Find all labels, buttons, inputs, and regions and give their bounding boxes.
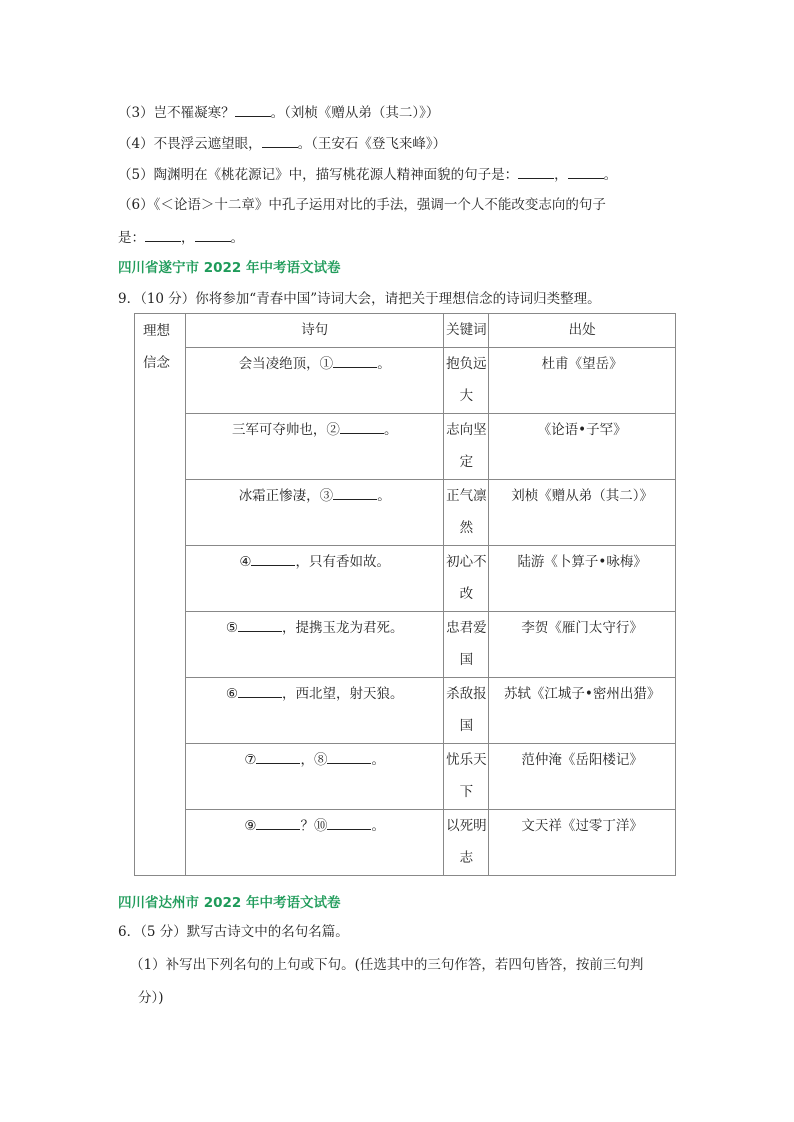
poem-cell: 冰霜正惨凄，③ 。 (185, 480, 443, 546)
keyword-cell: 志向坚 定 (444, 414, 489, 480)
section-title-suining: 四川省遂宁市 2022 年中考语文试卷 (118, 260, 341, 276)
source-cell: 文天祥《过零丁洋》 (489, 810, 676, 876)
section-title-dazhou: 四川省达州市 2022 年中考语文试卷 (118, 895, 341, 911)
answer-blank[interactable] (340, 419, 384, 434)
poem-cell: ④ ，只有香如故。 (185, 546, 443, 612)
question-line-6b: 是： ， 。 (118, 227, 244, 248)
answer-blank[interactable] (262, 133, 298, 148)
keyword-cell: 初心不 改 (444, 546, 489, 612)
question-6-sub1b: 分）) (138, 990, 164, 1006)
keyword-cell: 忠君爱 国 (444, 612, 489, 678)
table-row (135, 678, 676, 744)
question-9: 9．（10 分）你将参加“青春中国”诗词大会，请把关于理想信念的诗词归类整理。 (118, 291, 601, 307)
table-row (135, 744, 676, 810)
source-cell: 《论语•子罕》 (489, 414, 676, 480)
source-cell: 范仲淹《岳阳楼记》 (489, 744, 676, 810)
table-row (135, 480, 676, 546)
table-row (135, 810, 676, 876)
answer-blank[interactable] (568, 164, 604, 179)
keyword-cell: 杀敌报 国 (444, 678, 489, 744)
answer-blank[interactable] (235, 102, 271, 117)
question-line-6a: （6）《＜论语＞十二章》中孔子运用对比的手法，强调一个人不能改变志向的句子 (118, 197, 606, 213)
question-line-3: （3）岂不罹凝寒？ 。（刘桢《赠从弟（其二）》） (118, 102, 439, 123)
answer-blank[interactable] (333, 485, 377, 500)
header-source: 出处 (489, 314, 676, 348)
answer-blank[interactable] (251, 551, 295, 566)
poem-cell: 三军可夺帅也，② 。 (185, 414, 443, 480)
header-keyword: 关键词 (444, 314, 489, 348)
answer-blank[interactable] (256, 749, 300, 764)
row-header-text: 理想信念 (143, 323, 170, 371)
row-header-cell (135, 314, 186, 876)
question-line-4: （4）不畏浮云遮望眼， 。（王安石《登飞来峰》） (118, 133, 446, 154)
answer-blank[interactable] (518, 164, 554, 179)
poem-cell: ⑨ ？⑩ 。 (185, 810, 443, 876)
table-row (135, 414, 676, 480)
table-header-row (135, 314, 676, 348)
keyword-cell: 忧乐天 下 (444, 744, 489, 810)
answer-blank[interactable] (327, 815, 371, 830)
poem-cell: ⑦ ，⑧ 。 (185, 744, 443, 810)
answer-blank[interactable] (327, 749, 371, 764)
question-6: 6．（5 分）默写古诗文中的名句名篇。 (118, 924, 349, 940)
keyword-cell: 以死明 志 (444, 810, 489, 876)
source-cell: 杜甫《望岳》 (489, 348, 676, 414)
poem-cell: ⑤ ，提携玉龙为君死。 (185, 612, 443, 678)
answer-blank[interactable] (145, 227, 181, 242)
keyword-cell: 正气凛 然 (444, 480, 489, 546)
answer-blank[interactable] (195, 227, 231, 242)
question-6-sub1a: （1）补写出下列名句的上句或下句。(任选其中的三句作答，若四句皆答，按前三句判 (130, 957, 644, 973)
answer-blank[interactable] (333, 353, 377, 368)
source-cell: 刘桢《赠从弟（其二）》 (489, 480, 676, 546)
poem-cell: 会当凌绝顶，① 。 (185, 348, 443, 414)
source-cell: 李贺《雁门太守行》 (489, 612, 676, 678)
source-cell: 苏轼《江城子•密州出猎》 (489, 678, 676, 744)
keyword-cell: 抱负远 大 (444, 348, 489, 414)
question-line-5: （5）陶渊明在《桃花源记》中，描写桃花源人精神面貌的句子是： ， 。 (118, 164, 617, 185)
header-poem: 诗句 (185, 314, 443, 348)
poem-table (134, 313, 676, 876)
answer-blank[interactable] (238, 617, 282, 632)
table-row (135, 612, 676, 678)
table-row (135, 546, 676, 612)
poem-cell: ⑥ ，西北望，射天狼。 (185, 678, 443, 744)
answer-blank[interactable] (238, 683, 282, 698)
table-row (135, 348, 676, 414)
answer-blank[interactable] (256, 815, 300, 830)
source-cell: 陆游《卜算子•咏梅》 (489, 546, 676, 612)
